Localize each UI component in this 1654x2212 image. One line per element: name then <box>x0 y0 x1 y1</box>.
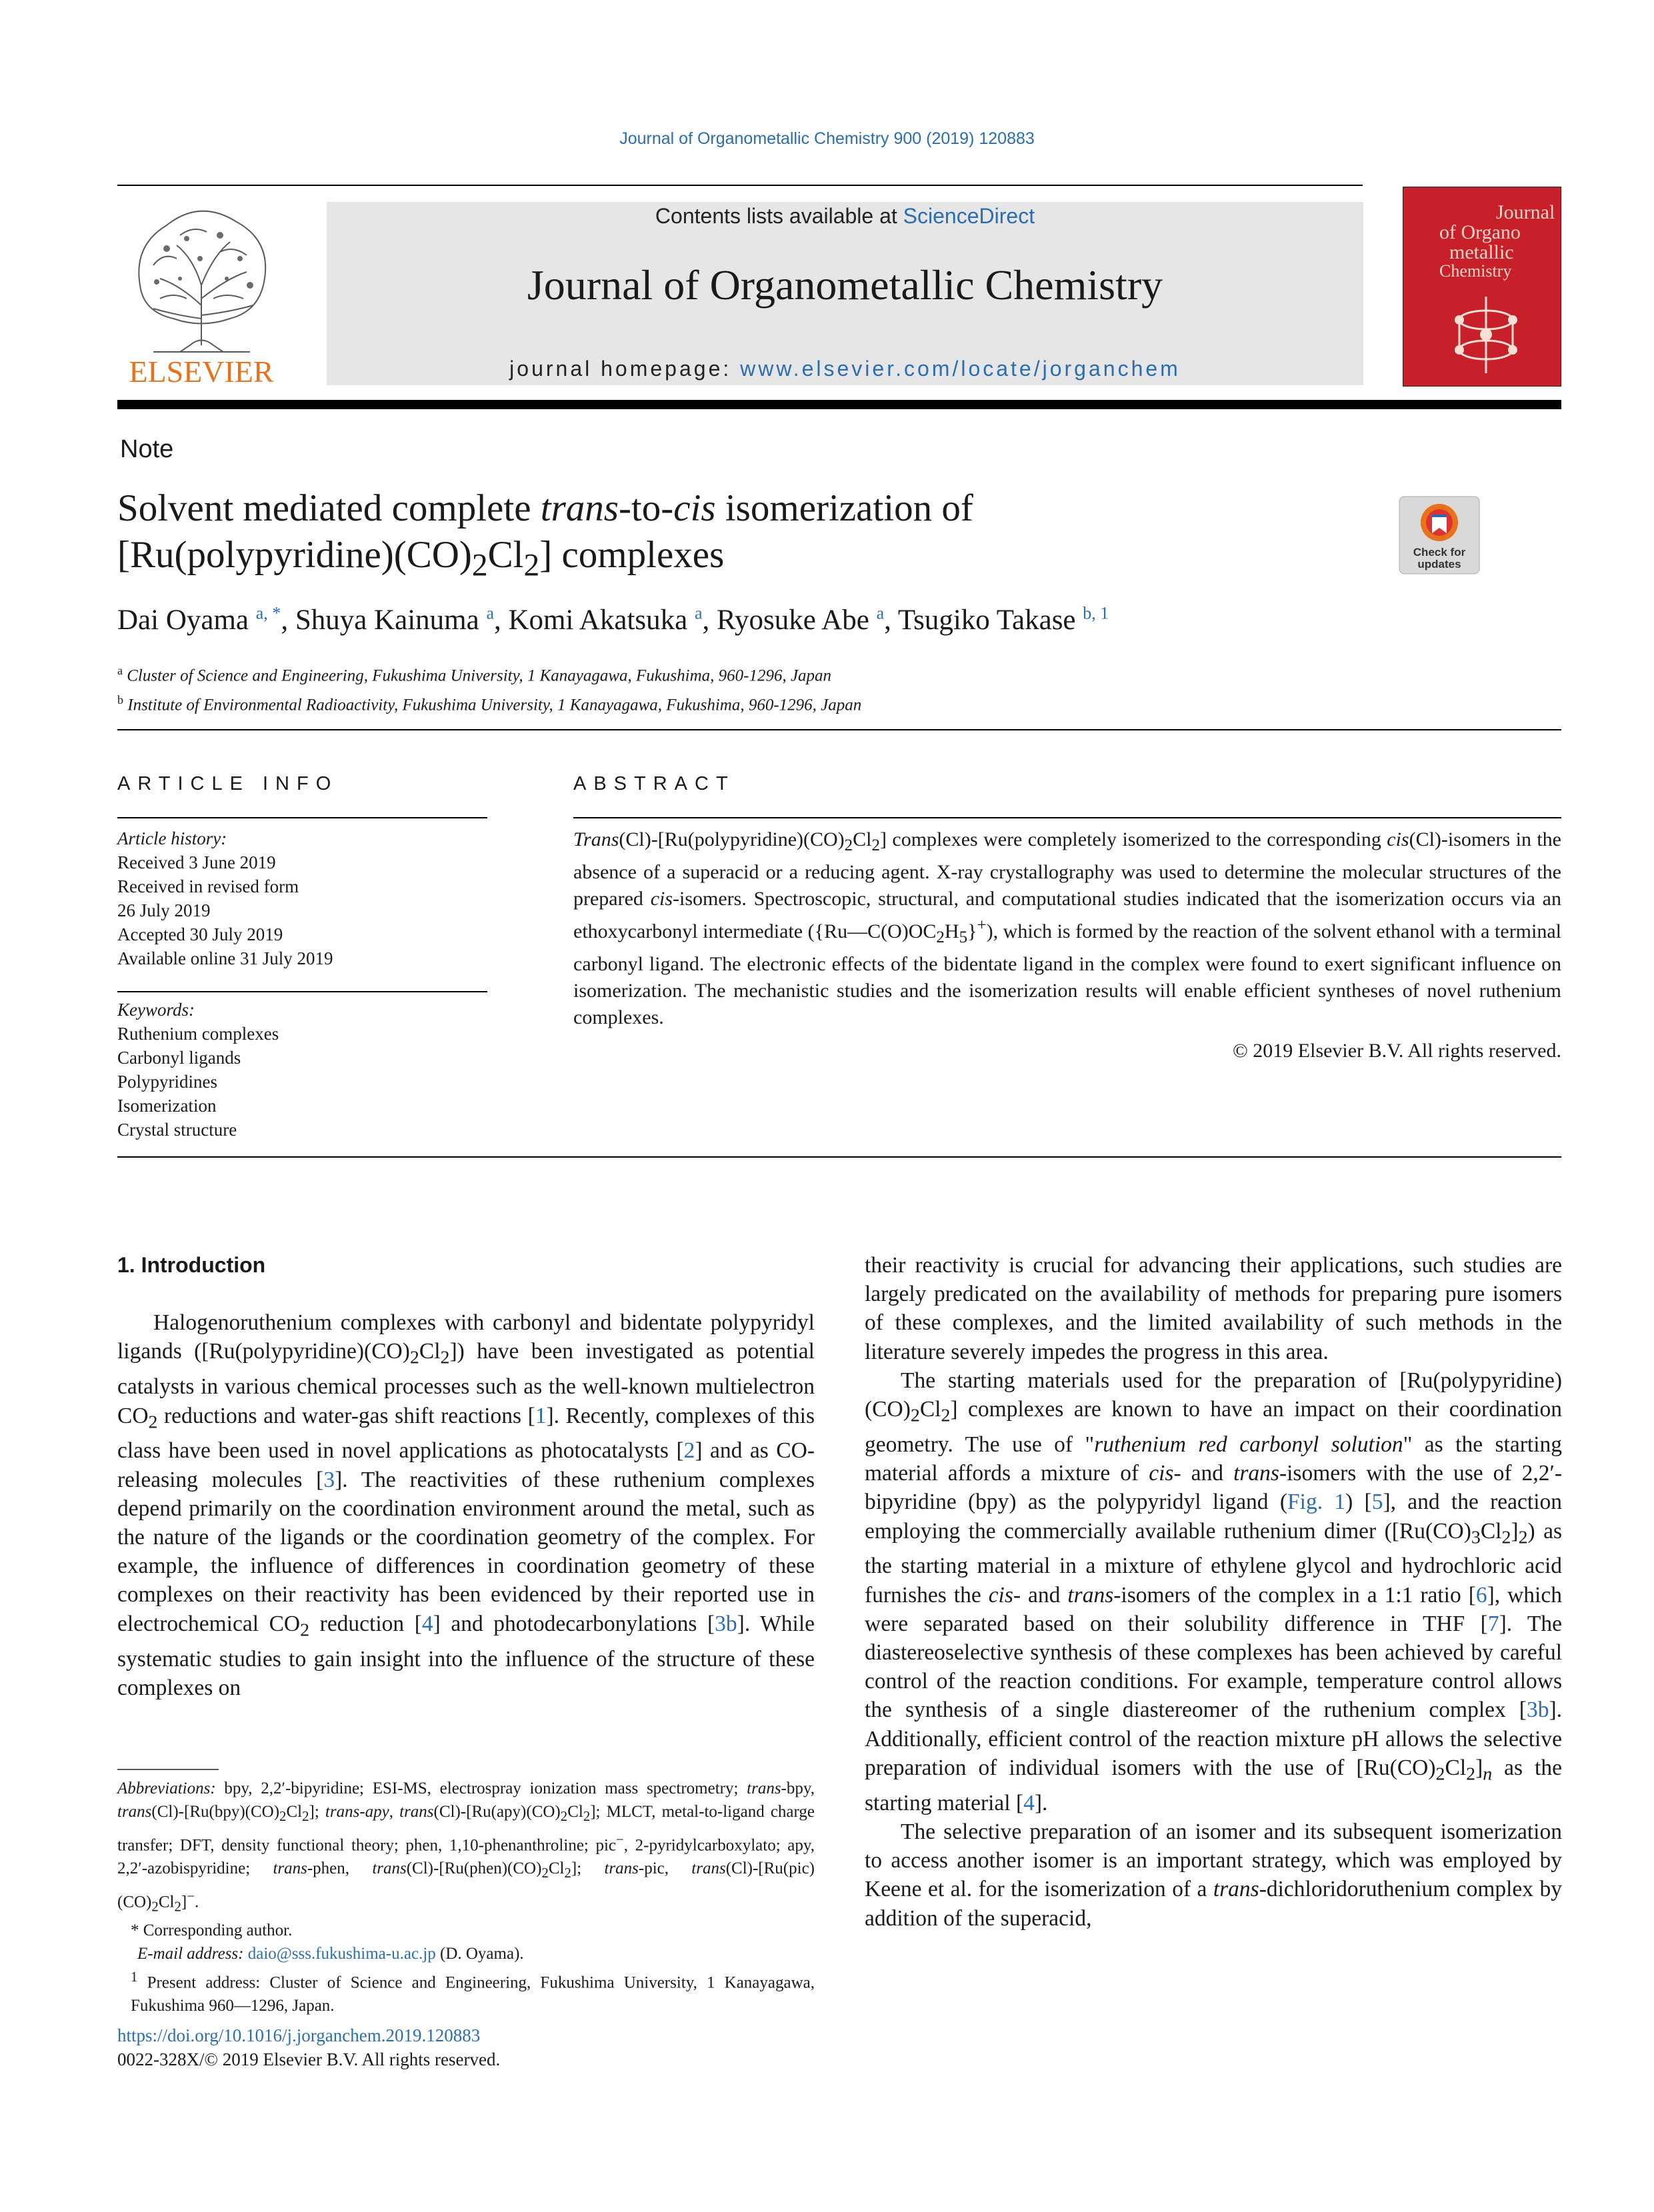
header-rule <box>117 185 1363 186</box>
article-history <box>117 826 333 970</box>
text-run: -phen, <box>307 1859 373 1878</box>
text-run: trans <box>747 1779 781 1797</box>
text-run: ]; <box>309 1803 325 1821</box>
affiliation-mark: a <box>117 664 123 677</box>
text-run: trans-apy <box>325 1803 389 1821</box>
history-item: Received in revised form <box>117 876 299 896</box>
text-run: Present address: Cluster of Science and Engineering, Fukushima University, 1 Kanayagawa, Fukushima 960—1296, Japan. <box>131 1973 815 2015</box>
svg-text:of Organo: of Organo <box>1439 221 1521 243</box>
header-thick-rule <box>117 400 1561 409</box>
keyword: Isomerization <box>117 1096 217 1116</box>
keyword: Carbonyl ligands <box>117 1048 241 1068</box>
history-item: 26 July 2019 <box>117 900 211 920</box>
text-run: as the starting material [ <box>865 1755 1562 1815</box>
text-run: cis <box>1149 1461 1174 1486</box>
abstract-run: (Cl)-[Ru(polypyridine)(CO) <box>619 828 845 850</box>
text-run: 2 <box>541 1865 549 1881</box>
text-run: trans <box>117 1803 152 1821</box>
text-run: , <box>389 1803 400 1821</box>
history-item: Received 3 June 2019 <box>117 852 276 872</box>
text-run: reductions and water-gas shift reactions [ <box>157 1403 535 1428</box>
text-run: n <box>1483 1763 1493 1785</box>
text-run: Cl <box>286 1803 303 1821</box>
title-text: 2 <box>523 548 540 583</box>
elsevier-logo[interactable] <box>113 185 290 389</box>
right-column <box>865 1251 1562 1933</box>
text-run: ] <box>1511 1518 1519 1544</box>
author-name[interactable]: Tsugiko Takase <box>897 604 1076 636</box>
text-run: 2 <box>174 1898 181 1915</box>
footnote-mark: 1 <box>131 1968 138 1985</box>
section-heading: 1. Introduction <box>117 1253 266 1277</box>
divider <box>117 991 487 992</box>
paragraph <box>865 1817 1562 1933</box>
corresponding-author-note: * Corresponding author. <box>131 1921 293 1939</box>
paragraph: their reactivity is crucial for advancing their applications, such studies are largely predicated on the availability of methods for preparing pure isomers of these complexes, and the limited availability of such methods in the literature severely impedes the progress in this area. <box>865 1253 1562 1364</box>
author[interactable] <box>898 604 1109 636</box>
paragraph <box>865 1366 1562 1817</box>
author-affiliation-mark[interactable]: a, * <box>255 604 281 623</box>
divider <box>117 817 487 818</box>
text-run: , 2-pyridylcarboxylato; apy, 2,2′-azobispyridine; <box>117 1836 815 1878</box>
text-run: Cl <box>1445 1755 1467 1780</box>
text-run: The selective preparation of an isomer and its subsequent isomerization to access another isomer is an important strategy, which was employed by Keene et al. for the isomerization of a <box>865 1819 1562 1902</box>
journal-title: Journal of Organometallic Chemistry <box>527 261 1163 309</box>
text-run: -isomers of the complex in a 1:1 ratio [ <box>1113 1582 1476 1608</box>
abstract-run: 2 <box>844 836 853 854</box>
divider <box>117 1156 1561 1158</box>
homepage-line <box>327 357 1363 381</box>
text-run: 2 <box>279 1808 287 1824</box>
text-run: (Cl)-[Ru(bpy)(CO) <box>151 1803 280 1821</box>
text-run: 2 <box>148 1412 158 1433</box>
text-run: trans <box>399 1803 434 1821</box>
figure-link[interactable]: Fig. 1 <box>1287 1490 1346 1515</box>
text-run: trans <box>1233 1461 1279 1486</box>
svg-text:Check for: Check for <box>1413 546 1466 558</box>
text-run: ] <box>181 1893 187 1911</box>
author-separator: , <box>702 604 717 636</box>
running-title[interactable]: Journal of Organometallic Chemistry 900 (2019) 120883 <box>619 129 1035 148</box>
author-affiliation-mark[interactable]: b, 1 <box>1083 604 1109 623</box>
text-run: Cl <box>158 1893 175 1911</box>
citation-link[interactable]: 7 <box>1487 1611 1499 1636</box>
history-item: Available online 31 July 2019 <box>117 948 333 968</box>
text-run: ], and the reaction employing the commercially available ruthenium dimer ([Ru(CO) <box>865 1490 1562 1544</box>
affiliation <box>117 688 861 717</box>
abstract-run: (Cl)-isomers in the absence of a superacid or a reducing agent. X-ray crystallography was used to determine the molecular structures of the prepared <box>573 828 1561 910</box>
author[interactable] <box>508 604 717 636</box>
author[interactable] <box>117 604 295 636</box>
text-run: trans <box>604 1859 639 1878</box>
citation-link[interactable]: 4 <box>421 1611 433 1636</box>
text-run: 2 <box>1501 1527 1511 1548</box>
issn-line: 0022-328X/© 2019 Elsevier B.V. All rights reserved. <box>117 2049 501 2069</box>
divider <box>117 729 1561 730</box>
affiliation-mark: b <box>117 693 123 707</box>
citation-link[interactable]: 5 <box>1371 1490 1383 1515</box>
doi-link[interactable]: https://doi.org/10.1016/j.jorganchem.2019.120883 <box>117 2025 481 2045</box>
title-text: 2 <box>471 548 488 583</box>
author[interactable] <box>717 604 898 636</box>
email-label: E-mail address: <box>137 1944 244 1963</box>
text-run: − <box>616 1831 624 1847</box>
citation-link[interactable]: 3b <box>715 1611 737 1636</box>
text-run: ] and photodecarbonylations [ <box>433 1611 715 1636</box>
footnote-divider <box>117 1769 219 1770</box>
abstract-run: H <box>944 920 959 942</box>
title-text: isomerization of <box>715 487 973 529</box>
text-run: -pic, <box>638 1859 692 1878</box>
text-run: The starting materials used for the preparation of [Ru(polypyridine)(CO) <box>865 1368 1562 1422</box>
text-run: ] <box>1475 1755 1483 1780</box>
affiliation <box>117 658 861 688</box>
text-run: - and <box>1013 1582 1068 1608</box>
text-run: Cl <box>919 1397 941 1422</box>
footnotes <box>117 1777 815 2017</box>
text-run: ] complexes are known to have an impact on their coordination geometry. The use of " <box>865 1397 1562 1457</box>
text-run: ]. Additionally, efficient control of the reaction mixture pH allows the selective preparation of individual isomers with the use of [Ru(CO) <box>865 1697 1562 1780</box>
affiliation-text: Cluster of Science and Engineering, Fukushima University, 1 Kanayagawa, Fukushima, 960-1296, Japan <box>127 666 832 685</box>
keywords <box>117 998 279 1142</box>
author-name[interactable]: Shuya Kainuma <box>295 604 479 636</box>
journal-header-box <box>327 202 1363 385</box>
text-run: -isomers with the use of 2,2′-bipyridine (bpy) as the polypyridyl ligand ( <box>865 1461 1562 1515</box>
text-run: ) [ <box>1345 1490 1372 1515</box>
title-text: cis <box>673 487 716 529</box>
svg-text:updates: updates <box>1417 558 1461 570</box>
text-run: − <box>187 1888 195 1905</box>
email-link[interactable]: daio@sss.fukushima-u.ac.jp <box>247 1944 436 1963</box>
present-address-note <box>117 1965 815 2017</box>
abstract-run: } <box>967 920 977 942</box>
text-run: trans <box>1213 1877 1259 1902</box>
affiliations <box>117 658 861 718</box>
abstract-text <box>573 826 1561 1031</box>
abstract-run: ] complexes were completely isomerized to the corresponding <box>880 828 1387 850</box>
author-list <box>117 604 1109 636</box>
abstract-run: 5 <box>959 928 968 946</box>
text-run: " as the starting material affords a mixture of <box>865 1432 1562 1486</box>
check-updates-icon <box>1399 496 1480 574</box>
text-run: reduction [ <box>309 1611 422 1636</box>
citation-link[interactable]: 4 <box>1023 1790 1035 1815</box>
cover-icon <box>1403 187 1561 387</box>
title-text: trans <box>540 487 619 529</box>
text-run: ]. Recently, complexes of this class have been used in novel applications as photocatalysts [ <box>117 1403 815 1464</box>
citation-link[interactable]: 2 <box>683 1438 695 1464</box>
author-name[interactable]: Dai Oyama <box>117 604 249 636</box>
text-run: ruthenium red carbonyl solution <box>1094 1432 1403 1457</box>
text-run: bpy, 2,2′-bipyridine; ESI-MS, electrospray ionization mass spectrometry; <box>215 1779 747 1797</box>
abstract-run: cis <box>650 888 673 910</box>
text-run: ) as the starting material in a mixture of ethylene glycol and hydrochloric acid furnishes the <box>865 1518 1563 1608</box>
title-text: [Ru(polypyridine)(CO) <box>117 534 472 576</box>
text-run: Cl <box>1480 1518 1502 1544</box>
title-text: ] complexes <box>539 534 725 576</box>
author-affiliation-mark[interactable]: a <box>694 604 703 623</box>
text-run: ] and as CO-releasing molecules [ <box>117 1438 815 1492</box>
title-text: Solvent mediated complete <box>117 487 541 529</box>
text-run: Cl <box>419 1339 441 1364</box>
abstract-run: 2 <box>936 928 945 946</box>
text-run: - and <box>1173 1461 1234 1486</box>
text-run: trans <box>1067 1582 1114 1608</box>
text-run: 2 <box>151 1898 159 1915</box>
title-text: Cl <box>487 534 524 576</box>
abstract-run: 2 <box>871 836 881 854</box>
email-note <box>117 1942 815 1965</box>
text-run: cis <box>988 1582 1013 1608</box>
history-item: Accepted 30 July 2019 <box>117 924 283 944</box>
text-run: ]. The diastereoselective synthesis of these complexes has been achieved by careful control of the reaction conditions. For example, temperature control allows the synthesis of a single diastereomer of the ruthenium complex [ <box>865 1611 1562 1723</box>
sciencedirect-link[interactable]: ScienceDirect <box>903 204 1035 228</box>
keyword: Ruthenium complexes <box>117 1024 279 1044</box>
text-run: Cl <box>548 1859 565 1878</box>
author-separator: , <box>884 604 898 636</box>
article-title <box>117 485 1384 588</box>
author-separator: , <box>493 604 509 636</box>
abstract-run: -isomers. Spectroscopic, structural, and computational studies indicated that the isomerization occurs via an ethoxycarbonyl intermediate ({Ru—C(O)OC <box>573 888 1561 942</box>
text-run: ]; MLCT, metal-to-ligand charge transfer; DFT, density functional theory; phen, 1,10-phenanthroline; pic <box>117 1803 815 1855</box>
abbreviations-footnote <box>117 1777 815 1919</box>
text-run: (Cl)-[Ru(phen)(CO) <box>406 1859 542 1878</box>
text-run: -bpy, <box>781 1779 815 1797</box>
text-run: 2 <box>409 1348 419 1369</box>
text-run: 2 <box>910 1405 920 1426</box>
citation-link[interactable]: 1 <box>535 1403 547 1428</box>
text-run: 2 <box>300 1620 310 1641</box>
text-run: 2 <box>941 1405 951 1426</box>
check-for-updates-badge[interactable] <box>1399 496 1480 574</box>
author-name[interactable]: Ryosuke Abe <box>717 604 869 636</box>
abstract-run: ), which is formed by the reaction of the solvent ethanol with a terminal carbonyl ligand. The electronic effects of the bidentate ligand in the complex were found to exert significant influence on isomerization. The mechanistic studies and the isomerization results will enable efficient syntheses of novel ruthenium complexes. <box>573 920 1562 1028</box>
author[interactable] <box>295 604 509 636</box>
affiliation-text: Institute of Environmental Radioactivity, Fukushima University, 1 Kanayagawa, Fukushima, 960-1296, Japan <box>127 696 862 714</box>
divider <box>573 817 1561 818</box>
citation-link[interactable]: 3 <box>323 1467 335 1492</box>
homepage-prefix: journal homepage: <box>509 357 741 381</box>
author-name[interactable]: Komi Akatsuka <box>508 604 688 636</box>
svg-text:ELSEVIER: ELSEVIER <box>129 355 274 389</box>
abstract-heading: ABSTRACT <box>573 773 735 794</box>
abstract-run: cis <box>1387 828 1409 850</box>
text-run: 2 <box>583 1808 591 1824</box>
keyword: Polypyridines <box>117 1072 218 1092</box>
text-run: ]; <box>571 1859 605 1878</box>
text-run: 2 <box>440 1348 450 1369</box>
article-info-heading: ARTICLE INFO <box>117 773 339 794</box>
author-separator: , <box>281 604 295 636</box>
text-run: ]. <box>1034 1790 1048 1815</box>
author-affiliation-mark[interactable]: a <box>486 604 494 623</box>
text-run: ]. The reactivities of these ruthenium complexes depend primarily on the coordination environment around the metal, such as the nature of the ligands or the coordination geometry of the complex. For example, the influence of differences in coordination geometry of these complexes on their reactivity has been evidenced by their reported use in electrochemical CO <box>117 1467 815 1636</box>
author-affiliation-mark[interactable]: a <box>876 604 885 623</box>
abstract-run: Cl <box>853 828 872 850</box>
text-run: 2 <box>302 1808 309 1824</box>
abstract-run: + <box>977 916 987 934</box>
citation-link[interactable]: 6 <box>1475 1582 1487 1608</box>
text-run: ]) have been investigated as potential catalysts in various chemical processes such as the well-known multielectron CO <box>117 1339 815 1428</box>
contents-line <box>327 204 1363 229</box>
text-run: Abbreviations: <box>117 1779 216 1797</box>
text-run: Cl <box>567 1803 583 1821</box>
homepage-link[interactable]: www.elsevier.com/locate/jorganchem <box>740 357 1181 381</box>
doi-block <box>117 2023 500 2071</box>
journal-cover-image[interactable] <box>1403 187 1561 387</box>
left-column <box>117 1251 815 1702</box>
text-run: trans <box>273 1859 307 1878</box>
contents-prefix: Contents lists available at <box>655 204 903 228</box>
svg-text:Journal: Journal <box>1496 201 1555 223</box>
title-text: -to- <box>618 487 674 529</box>
text-run: trans <box>372 1859 407 1878</box>
text-run: (Cl)-[Ru(apy)(CO) <box>433 1803 561 1821</box>
abstract-run: Trans <box>573 828 619 850</box>
text-run: trans <box>691 1859 726 1878</box>
keyword: Crystal structure <box>117 1120 237 1140</box>
text-run: 2 <box>1466 1763 1476 1785</box>
keywords-label: Keywords: <box>117 1000 195 1020</box>
text-run: 2 <box>564 1865 571 1881</box>
svg-text:Chemistry: Chemistry <box>1439 261 1512 281</box>
history-label: Article history: <box>117 828 227 848</box>
elsevier-tree-icon <box>113 185 290 389</box>
text-run: Halogenoruthenium complexes with carbonyl and bidentate polypyridyl ligands ([Ru(polypyridine)(CO) <box>117 1310 815 1364</box>
article-type: Note <box>120 435 174 463</box>
copyright-notice: © 2019 Elsevier B.V. All rights reserved. <box>1232 1040 1561 1062</box>
text-run: ], which were separated based on their solubility difference in THF [ <box>865 1582 1562 1636</box>
svg-text:metallic: metallic <box>1449 241 1514 263</box>
text-run: 3 <box>1471 1527 1481 1548</box>
text-run: (D. Oyama). <box>435 1944 524 1963</box>
text-run: 2 <box>1435 1763 1445 1785</box>
text-run: ]. While systematic studies to gain insight into the influence of the structure of these complexes on <box>117 1611 815 1700</box>
text-run: -dichloridoruthenium complex by addition of the superacid, <box>865 1877 1562 1931</box>
text-run: . <box>194 1893 199 1911</box>
paragraph <box>117 1308 815 1702</box>
citation-link[interactable]: 3b <box>1526 1697 1549 1723</box>
text-run: 2 <box>1518 1527 1528 1548</box>
text-run: (Cl)-[Ru(pic)(CO) <box>117 1859 815 1911</box>
text-run: 2 <box>560 1808 568 1824</box>
